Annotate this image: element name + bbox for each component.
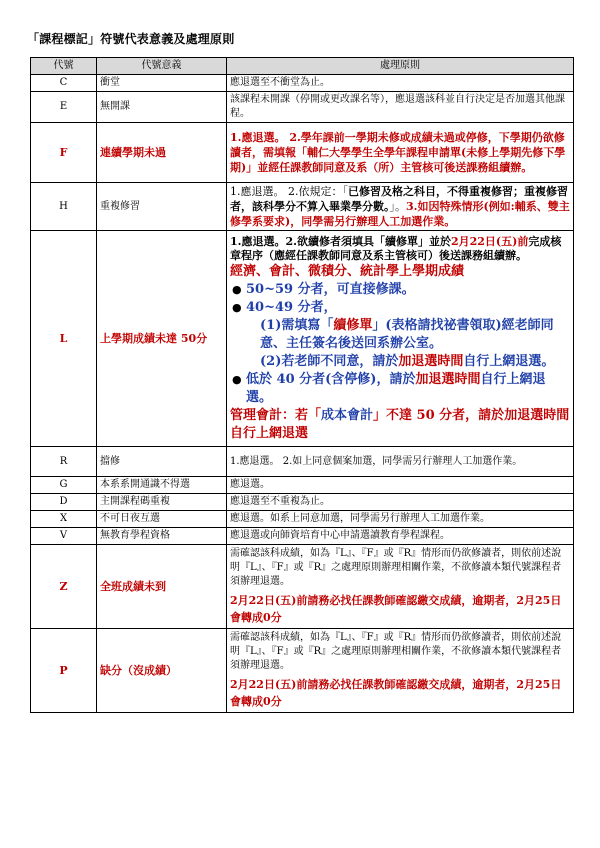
header-meaning: 代號意義 bbox=[97, 58, 227, 75]
row-rule: 1.應退選。 2.如上同意個案加選，同學需另行辦理人工加選作業。 bbox=[227, 447, 574, 477]
row-code: F bbox=[31, 123, 97, 183]
row-meaning: 重複修習 bbox=[97, 183, 227, 231]
row-rule: 應退選。如系上同意加選，同學需另行辦理人工加選作業。 bbox=[227, 511, 574, 528]
rule-text: 1.應退選。 2.依規定：「 bbox=[230, 185, 348, 198]
row-rule: 應退選。 bbox=[227, 477, 574, 494]
rule-options bbox=[230, 281, 570, 317]
rule-deadline: 2月22日(五)前請務必找任課教師確認繳交成績，逾期者，2月25日會轉成0分 bbox=[230, 594, 562, 624]
row-rule bbox=[227, 231, 574, 447]
table-row bbox=[31, 511, 574, 528]
rule-subjects: 經濟、會計、微積分、統計學上學期成績 bbox=[230, 263, 465, 279]
table-row bbox=[31, 494, 574, 511]
row-code: E bbox=[31, 92, 97, 123]
rule-text: 1.應退選。2.欲續修者須填具「續修單」並於 bbox=[230, 234, 451, 248]
table-row bbox=[31, 123, 574, 183]
rule-emphasis: 已修習及格之科目，不得重複修習；重複修習者，該科學分不算入畢業學分數。 bbox=[230, 185, 568, 213]
row-meaning: 無教育學程資格 bbox=[97, 528, 227, 545]
table-row bbox=[31, 231, 574, 447]
course-code-table bbox=[30, 57, 574, 713]
table-row bbox=[31, 629, 574, 713]
rule-option: ● 40~49 分者， bbox=[246, 299, 570, 317]
table-row bbox=[31, 92, 574, 123]
rule-text: 需確認該科成績，如為『L』、『F』或『R』情形而仍欲修讀者，則依前述說明『L』、『F』或『R』之處理原則辦理相關作業，不欲修讀本類代號課程者須辦理退選。 bbox=[230, 548, 562, 587]
rule-deadline: 2月22日(五)前請務必找任課教師確認繳交成績，逾期者，2月25日會轉成0分 bbox=[230, 678, 562, 708]
table-row bbox=[31, 447, 574, 477]
rule-mgmt-accounting: 管理會計：若「成本會計」不達 50 分者，請於加退選時間自行上網退選 bbox=[230, 407, 570, 441]
row-code: P bbox=[31, 629, 97, 713]
row-code: R bbox=[31, 447, 97, 477]
row-meaning: 全班成績未到 bbox=[97, 545, 227, 629]
rule-text: 完成核章程序（應經任課教師同意及系主管核可）後送課務組續辦。 bbox=[230, 234, 562, 262]
table-row bbox=[31, 477, 574, 494]
rule-options bbox=[230, 371, 570, 407]
rule-text: 需確認該科成績，如為『L』、『F』或『R』情形而仍欲修讀者，則依前述說明『L』、『F』或『R』之處理原則辦理相關作業，不欲修讀本類代號課程者須辦理退選。 bbox=[230, 632, 562, 671]
row-meaning: 不可日夜互選 bbox=[97, 511, 227, 528]
rule-option: ● 低於 40 分者(含停修)，請於加退選時間自行上網退選。 bbox=[246, 371, 570, 407]
row-meaning: 主開課程碼重複 bbox=[97, 494, 227, 511]
rule-text: 」。 bbox=[389, 200, 406, 213]
row-meaning: 缺分（沒成績） bbox=[97, 629, 227, 713]
row-meaning: 無開課 bbox=[97, 92, 227, 123]
header-rule: 處理原則 bbox=[227, 58, 574, 75]
row-code: X bbox=[31, 511, 97, 528]
row-rule: 該課程未開課（停開或更改課名等），應退選該科並自行決定是否加選其他課程。 bbox=[227, 92, 574, 123]
row-meaning: 擋修 bbox=[97, 447, 227, 477]
rule-sub-option: (1)需填寫「續修單」(表格請找祕書領取)經老師同意、主任簽名後送回系辦公室。 bbox=[260, 317, 554, 351]
row-meaning: 連續學期未過 bbox=[97, 123, 227, 183]
table-row bbox=[31, 75, 574, 92]
row-rule: 應退選或向師資培育中心申請選讀教育學程課程。 bbox=[227, 528, 574, 545]
table-header-row bbox=[31, 58, 574, 75]
row-rule bbox=[227, 183, 574, 231]
row-rule: 1.應退選。 2.學年課前一學期未修或成績未過或停修，下學期仍欲修讀者，需填報「輔仁大學學生全學年課程申請單(未修上學期先修下學期)」並經任課教師同意及系（所）主管核可後送課務組續辦。 bbox=[227, 123, 574, 183]
rule-option: ● 50~59 分者，可直接修課。 bbox=[246, 281, 570, 299]
table-row bbox=[31, 528, 574, 545]
row-code: Z bbox=[31, 545, 97, 629]
page-title: 「課程標記」符號代表意義及處理原則 bbox=[27, 32, 235, 46]
row-rule: 應退選至不重複為止。 bbox=[227, 494, 574, 511]
rule-sub-option: (2)若老師不同意，請於加退選時間自行上網退選。 bbox=[260, 353, 555, 369]
row-code: H bbox=[31, 183, 97, 231]
row-rule bbox=[227, 629, 574, 713]
row-meaning: 上學期成績未達 50分 bbox=[97, 231, 227, 447]
row-code: G bbox=[31, 477, 97, 494]
rule-warning: 3.如因特殊情形(例如:輔系、雙主修學系要求)，同學需另行辦理人工加選作業。 bbox=[230, 200, 570, 228]
row-meaning: 本系系開通識不得選 bbox=[97, 477, 227, 494]
rule-deadline: 2月22日(五)前 bbox=[450, 234, 529, 248]
row-code: V bbox=[31, 528, 97, 545]
row-code: D bbox=[31, 494, 97, 511]
table-row bbox=[31, 545, 574, 629]
header-code: 代號 bbox=[31, 58, 97, 75]
row-rule: 應退選至不衝堂為止。 bbox=[227, 75, 574, 92]
row-rule bbox=[227, 545, 574, 629]
row-code: C bbox=[31, 75, 97, 92]
table-row bbox=[31, 183, 574, 231]
row-code: L bbox=[31, 231, 97, 447]
row-meaning: 衝堂 bbox=[97, 75, 227, 92]
